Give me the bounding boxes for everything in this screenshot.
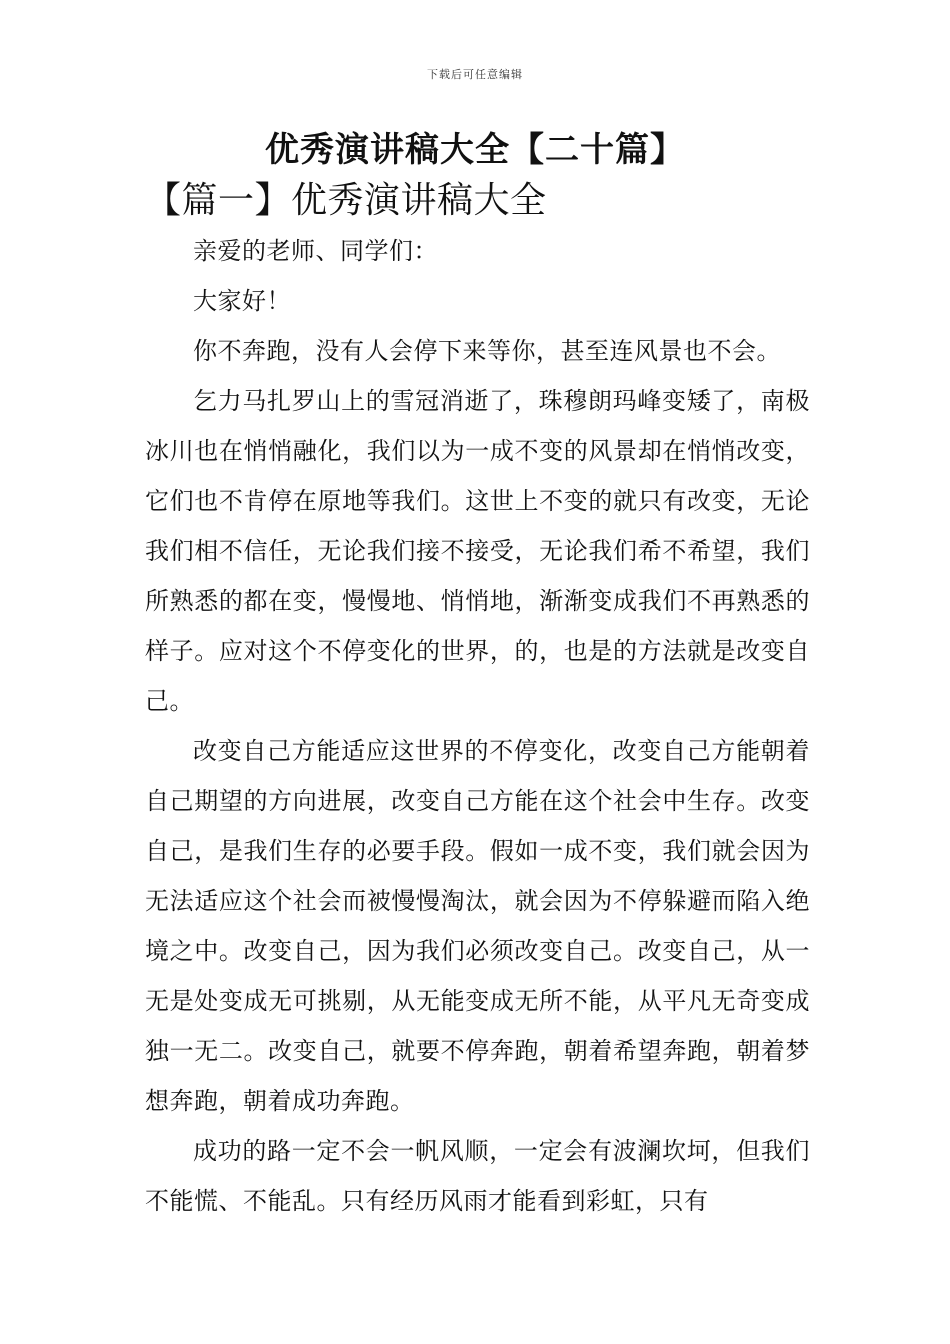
- document-body: [145, 176, 810, 1226]
- paragraph: 乞力马扎罗山上的雪冠消逝了，珠穆朗玛峰变矮了，南极冰川也在悄悄融化，我们以为一成不变的风景却在悄悄改变，它们也不肯停在原地等我们。这世上不变的就只有改变，无论我们相不信任，无论我们接不接受，无论我们希不希望，我们所熟悉的都在变，慢慢地、悄悄地，渐渐变成我们不再熟悉的样子。应对这个不停变化的世界，的，也是的方法就是改变自己。: [145, 387, 810, 715]
- salutation: 亲爱的老师、同学们：: [193, 237, 438, 265]
- paragraph: 你不奔跑，没有人会停下来等你，甚至连风景也不会。: [193, 337, 781, 365]
- header-note: 下载后可任意编辑: [427, 68, 523, 81]
- document-title: 优秀演讲稿大全【二十篇】: [265, 130, 685, 170]
- section-heading: 【篇一】优秀演讲稿大全: [145, 180, 547, 221]
- paragraph: 成功的路一定不会一帆风顺，一定会有波澜坎坷，但我们不能慌、不能乱。只有经历风雨才能看到彩虹，只有: [145, 1137, 810, 1215]
- greeting: 大家好！: [193, 287, 291, 315]
- paragraph: 改变自己方能适应这世界的不停变化，改变自己方能朝着自己期望的方向进展，改变自己方能在这个社会中生存。改变自己，是我们生存的必要手段。假如一成不变，我们就会因为无法适应这个社会而被慢慢淘汰，就会因为不停躲避而陷入绝境之中。改变自己，因为我们必须改变自己。改变自己，从一无是处变成无可挑剔，从无能变成无所不能，从平凡无奇变成独一无二。改变自己，就要不停奔跑，朝着希望奔跑，朝着梦想奔跑，朝着成功奔跑。: [145, 737, 810, 1115]
